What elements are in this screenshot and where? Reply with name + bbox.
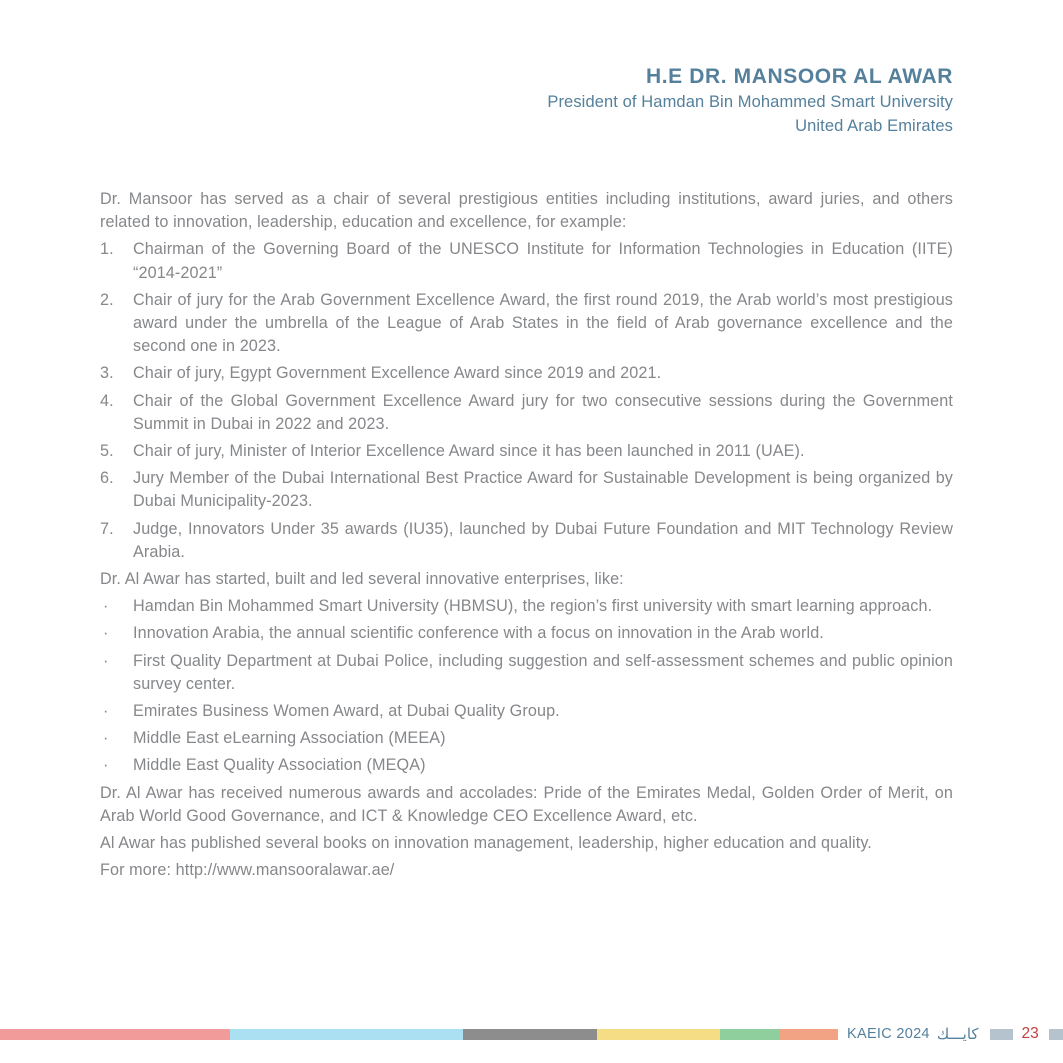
footer-segment-pink bbox=[0, 1029, 230, 1040]
list-item bbox=[100, 650, 953, 696]
list-number: 6. bbox=[100, 469, 114, 488]
footer-segment-gray bbox=[463, 1029, 597, 1040]
bullet-list bbox=[100, 595, 953, 777]
list-item-text: Chair of jury for the Arab Government Excellence Award, the first round 2019, the Arab world’s most prestigious award under the umbrella of the League of Arab States in the field of Arab governance excellence and the second one in 2023. bbox=[133, 290, 953, 356]
numbered-list bbox=[100, 238, 953, 564]
bio-header bbox=[100, 64, 953, 138]
footer-square bbox=[1049, 1029, 1063, 1040]
awards-paragraph: Dr. Al Awar has received numerous awards and accolades: Pride of the Emirates Medal, Golden Order of Merit, on Arab World Good Governance, and ICT & Knowledge CEO Excellence Award, etc. bbox=[100, 783, 953, 825]
footer-segment-salmon bbox=[780, 1029, 838, 1040]
list-item-text: Chair of jury, Egypt Government Excellence Award since 2019 and 2021. bbox=[133, 364, 662, 383]
page-title: H.E DR. MANSOOR AL AWAR bbox=[645, 65, 953, 88]
footer-segment-light-blue bbox=[230, 1029, 463, 1040]
list-number: 2. bbox=[100, 290, 114, 309]
list-number: 3. bbox=[100, 364, 114, 383]
list-item bbox=[100, 595, 953, 618]
list-item bbox=[100, 238, 953, 284]
list-item bbox=[100, 467, 953, 513]
list-item-text: Hamdan Bin Mohammed Smart University (HBMSU), the region’s first university with smart learning approach. bbox=[133, 597, 933, 616]
list-item bbox=[100, 727, 953, 750]
list-item bbox=[100, 440, 953, 463]
list-item bbox=[100, 390, 953, 436]
list-item bbox=[100, 754, 953, 777]
footer-segment-green bbox=[720, 1029, 780, 1040]
bullet-dot: · bbox=[103, 756, 109, 775]
list-number: 7. bbox=[100, 519, 114, 538]
list-item bbox=[100, 362, 953, 385]
footer-segment-yellow bbox=[597, 1029, 720, 1040]
list-item-text: Chair of the Global Government Excellence Award jury for two consecutive sessions during the Government Summit in Dubai in 2022 and 2023. bbox=[133, 391, 953, 433]
list-item bbox=[100, 700, 953, 723]
list-item bbox=[100, 289, 953, 359]
page-footer bbox=[0, 1026, 1063, 1042]
bullet-dot: · bbox=[103, 729, 109, 748]
list-item-text: Middle East eLearning Association (MEEA) bbox=[133, 729, 446, 748]
footer-square bbox=[990, 1029, 1013, 1040]
list-item-text: Jury Member of the Dubai International Best Practice Award for Sustainable Development is being organized by Dubai Municipality-2023. bbox=[133, 469, 953, 511]
intro-paragraph: Dr. Mansoor has served as a chair of several prestigious entities including institutions, award juries, and others related to innovation, leadership, education and excellence, for example: bbox=[100, 190, 953, 232]
list-item-text: Innovation Arabia, the annual scientific conference with a focus on innovation in the Arab world. bbox=[133, 624, 824, 643]
event-label-arabic: كايـــك bbox=[936, 1026, 979, 1042]
bio-body bbox=[100, 188, 953, 886]
list-item bbox=[100, 622, 953, 645]
list-item bbox=[100, 518, 953, 564]
bullet-dot: · bbox=[103, 597, 109, 616]
enterprises-intro-paragraph: Dr. Al Awar has started, built and led several innovative enterprises, like: bbox=[100, 570, 624, 589]
list-item-text: Judge, Innovators Under 35 awards (IU35), launched by Dubai Future Foundation and MIT Technology Review Arabia. bbox=[133, 519, 953, 561]
event-label: KAEIC 2024 bbox=[847, 1026, 930, 1042]
list-number: 1. bbox=[100, 240, 114, 259]
list-item-text: Chairman of the Governing Board of the UNESCO Institute for Information Technologies in Education (IITE) “2014-2021” bbox=[133, 240, 953, 282]
list-item-text: Emirates Business Women Award, at Dubai Quality Group. bbox=[133, 702, 560, 721]
list-item-text: Chair of jury, Minister of Interior Excellence Award since it has been launched in 2011 (UAE). bbox=[133, 442, 805, 461]
page-number: 23 bbox=[1021, 1026, 1039, 1042]
subtitle-country: United Arab Emirates bbox=[795, 117, 953, 135]
books-paragraph: Al Awar has published several books on innovation management, leadership, higher education and quality. bbox=[100, 834, 872, 853]
more-info-paragraph: For more: http://www.mansooralawar.ae/ bbox=[100, 861, 395, 880]
footer-color-bar bbox=[0, 1029, 838, 1040]
list-item-text: Middle East Quality Association (MEQA) bbox=[133, 756, 426, 775]
list-item-text: First Quality Department at Dubai Police, including suggestion and self-assessment schemes and public opinion survey center. bbox=[133, 651, 953, 693]
bullet-dot: · bbox=[103, 702, 109, 721]
list-number: 5. bbox=[100, 442, 114, 461]
list-number: 4. bbox=[100, 391, 114, 410]
bullet-dot: · bbox=[103, 651, 109, 670]
subtitle-role: President of Hamdan Bin Mohammed Smart University bbox=[547, 93, 953, 111]
bullet-dot: · bbox=[103, 624, 109, 643]
